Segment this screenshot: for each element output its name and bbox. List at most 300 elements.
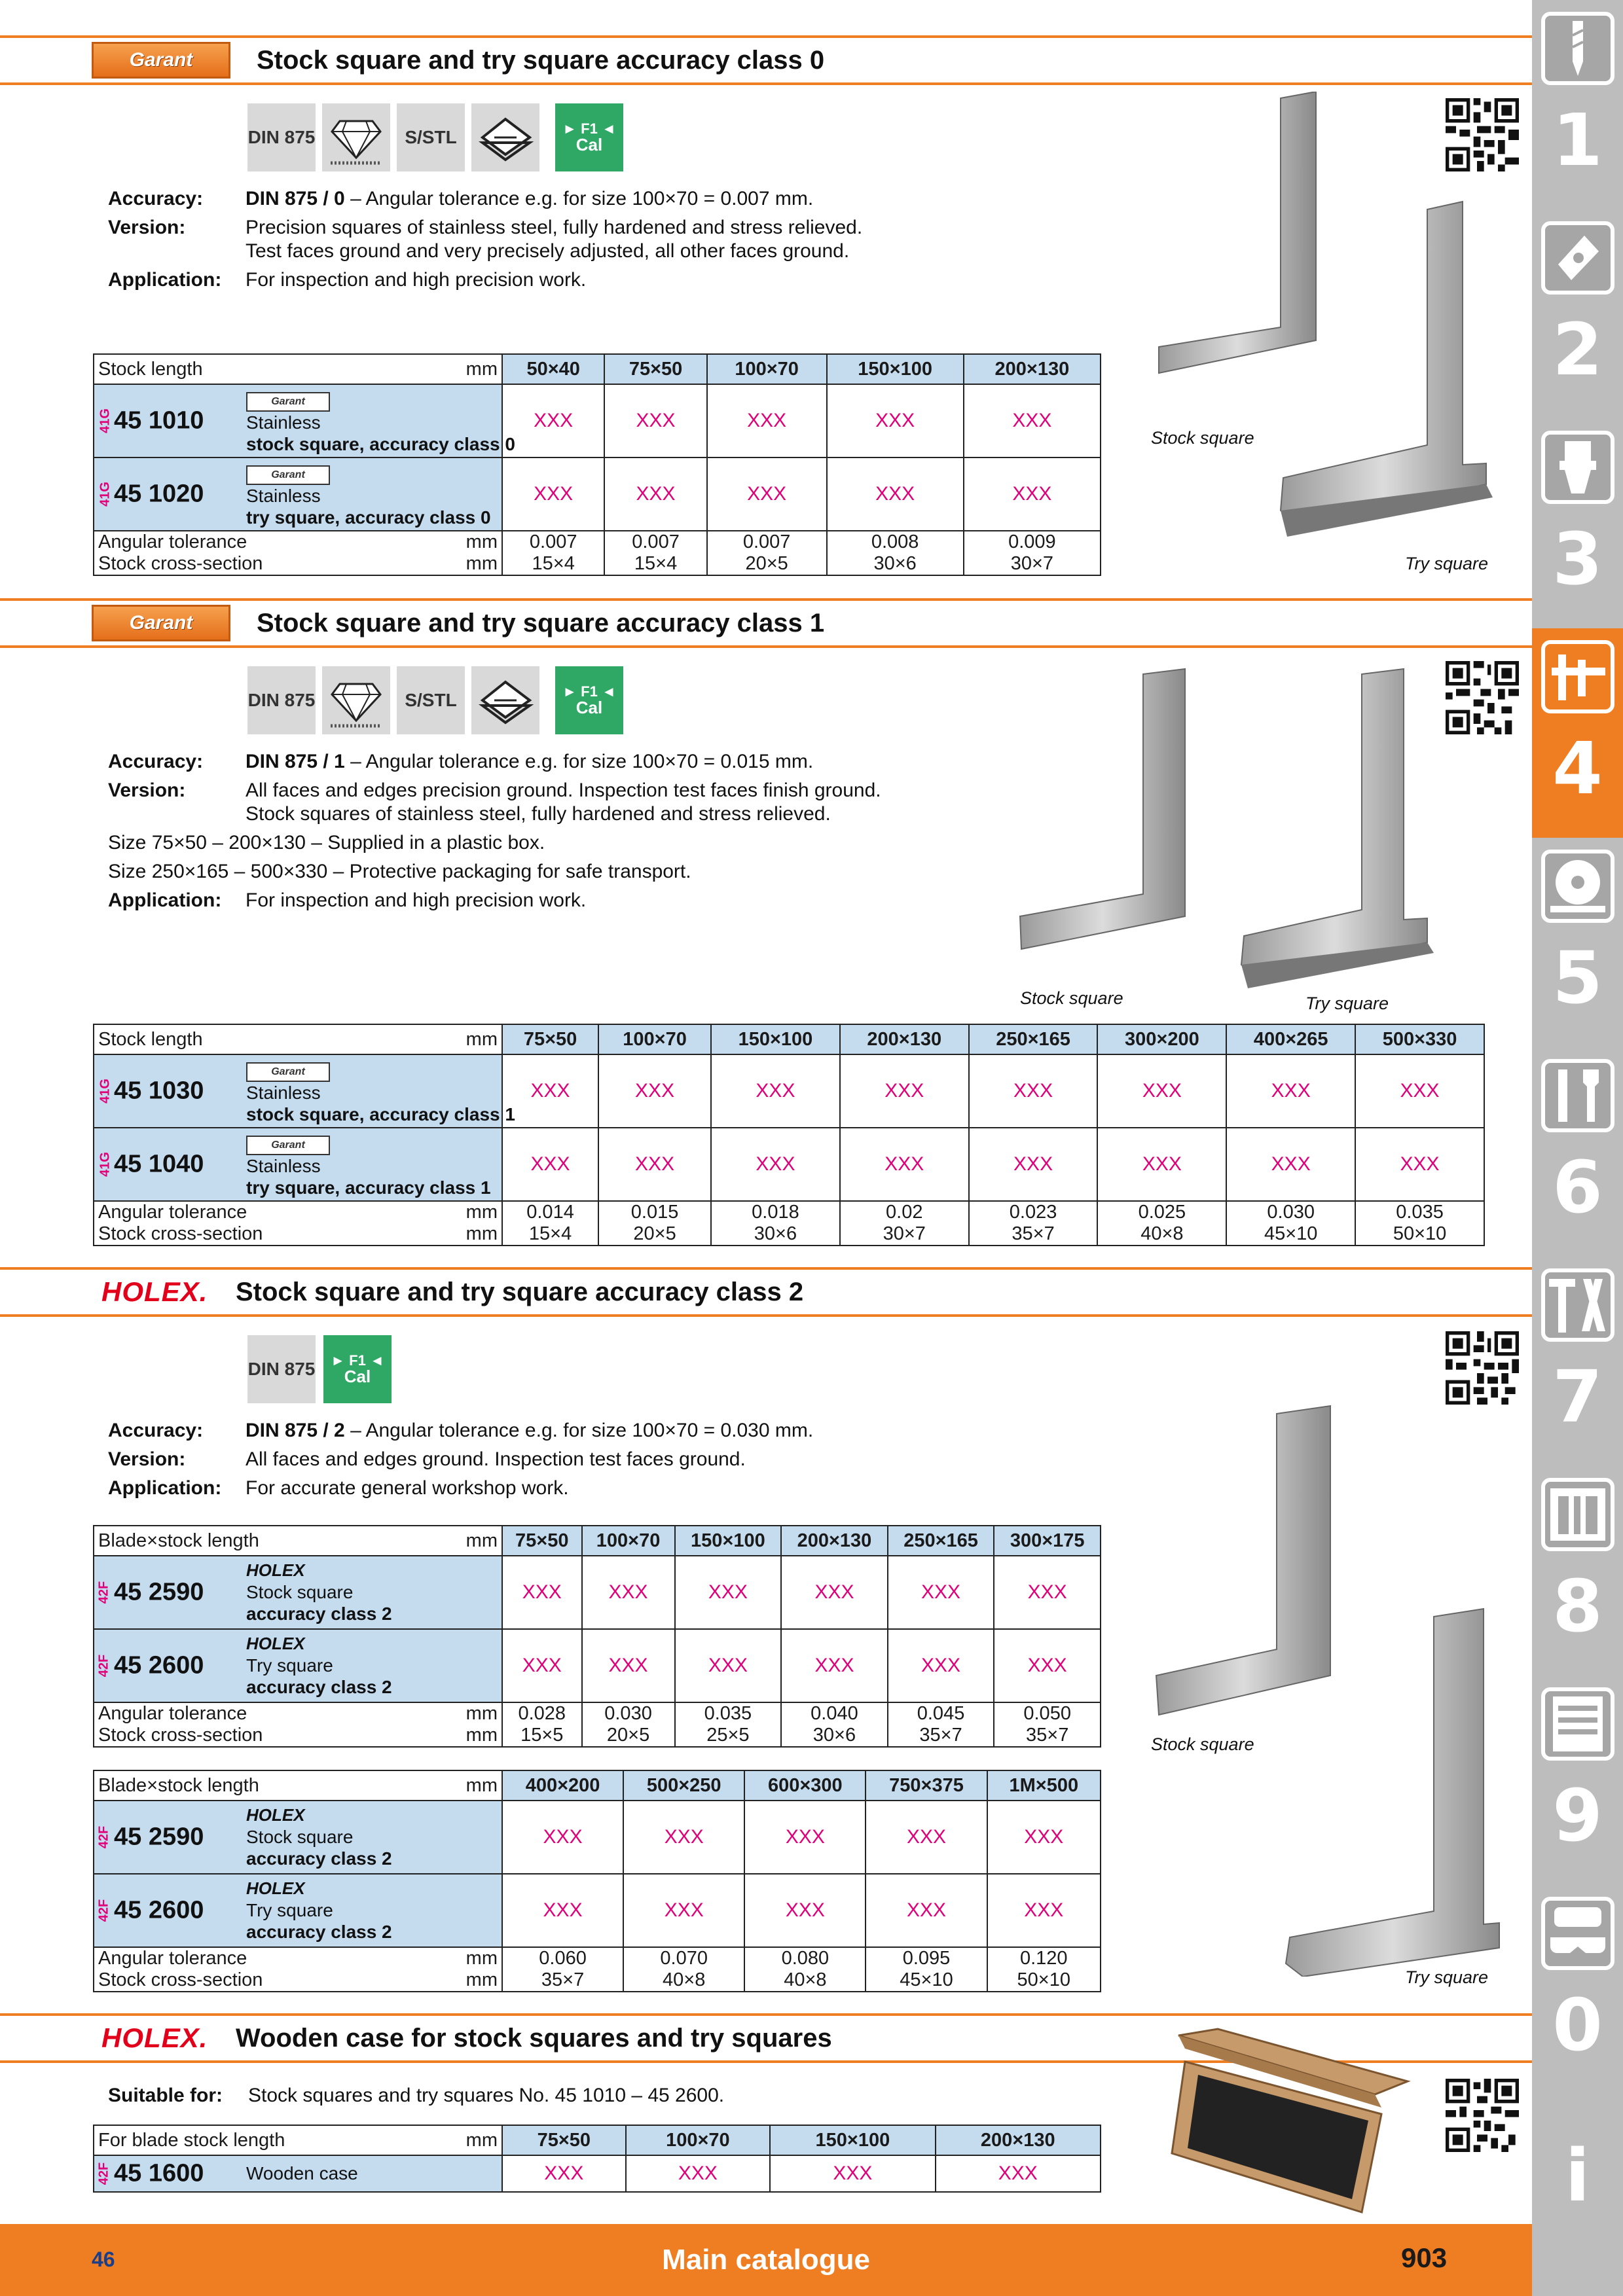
cross-section-value: 30×6: [873, 553, 917, 574]
price-cell: XXX: [969, 1054, 1098, 1128]
price-cell: XXX: [502, 2155, 626, 2192]
wrench-icon: [1541, 1059, 1614, 1132]
tolerance-value: 0.015: [630, 1202, 679, 1223]
chapter-tab-8[interactable]: [1532, 1466, 1623, 1676]
price-cell: XXX: [598, 1128, 711, 1201]
spec-label: Accuracy:: [108, 751, 204, 772]
cross-section-value: 35×7: [1026, 1725, 1069, 1746]
spec-text: Stock squares of stainless steel, fully hardened and stress relieved.: [246, 803, 831, 825]
size-header: 150×100: [770, 2125, 935, 2155]
footer-page-left: 46: [92, 2248, 115, 2271]
chapter-tab-9[interactable]: [1532, 1676, 1623, 1885]
price-cell: XXX: [840, 1054, 969, 1128]
price-cell: XXX: [781, 1629, 888, 1702]
size-header: 150×100: [675, 1526, 782, 1556]
toolbox-icon: [1541, 1478, 1614, 1551]
article-number[interactable]: 45 1030: [114, 1077, 204, 1105]
din-symbol: DIN 875: [247, 1335, 316, 1403]
article-line: Stainless: [246, 1083, 321, 1103]
garant-mini-logo: Garant: [246, 1062, 330, 1082]
section-title: Wooden case for stock squares and try squares: [236, 2023, 832, 2053]
article-number[interactable]: 45 1600: [114, 2159, 204, 2187]
article-line-bold: accuracy class 2: [246, 1604, 392, 1624]
workbench-icon: [1541, 1687, 1614, 1761]
vendor-code: 42F: [96, 1825, 111, 1849]
price-cell: XXX: [502, 384, 604, 457]
chapter-number: 2: [1552, 308, 1603, 391]
article-line: Stainless: [246, 486, 321, 506]
article-number[interactable]: 45 1040: [114, 1150, 204, 1178]
price-cell: XXX: [888, 1556, 994, 1629]
tolerance-value: 0.030: [1267, 1202, 1315, 1223]
spec-text: Size 75×50 – 200×130 – Supplied in a plastic box.: [108, 832, 545, 853]
article-line: Stainless: [246, 1156, 321, 1176]
section-title: Stock square and try square accuracy class 0: [257, 45, 825, 75]
price-cell: XXX: [987, 1801, 1101, 1874]
chapter-number: 4: [1552, 726, 1603, 810]
tolerance-value: 0.060: [539, 1948, 587, 1969]
price-cell: XXX: [866, 1801, 987, 1874]
tolerance-value: 0.035: [1396, 1202, 1444, 1223]
article-line-bold: try square, accuracy class 0: [246, 507, 491, 528]
price-cell: XXX: [598, 1054, 711, 1128]
table-footer: [94, 1947, 1101, 1992]
price-cell: XXX: [675, 1556, 782, 1629]
cross-section-value: 35×7: [1012, 1223, 1055, 1244]
table-footer: [94, 1702, 1101, 1747]
din-symbol: DIN 875: [247, 666, 316, 734]
price-cell: XXX: [502, 1054, 598, 1128]
table-head-label: Blade×stock length: [94, 1770, 434, 1801]
spec-label: Application:: [108, 1477, 222, 1499]
stainless-steel-symbol: S/STL: [397, 103, 465, 171]
price-cell: XXX: [623, 1801, 744, 1874]
price-cell: XXX: [994, 1556, 1101, 1629]
cross-section-value: 50×10: [1017, 1969, 1070, 1990]
vendor-code: 41G: [98, 482, 113, 507]
section-header-class2: [0, 1267, 1532, 1317]
vendor-code: 42F: [96, 2162, 111, 2185]
table-footer: [94, 1201, 1484, 1246]
footer-page-number: 903: [1401, 2242, 1448, 2273]
table-head-label: Stock length: [94, 1024, 434, 1054]
cross-section-value: 35×7: [919, 1725, 962, 1746]
table-head-label: For blade stock length: [94, 2125, 434, 2155]
article-number[interactable]: 45 2590: [114, 1823, 204, 1851]
tolerance-value: 0.050: [1023, 1703, 1071, 1724]
diamond-hardened-icon: [322, 666, 390, 734]
size-header: 750×375: [866, 1770, 987, 1801]
cross-section-value: 50×10: [1393, 1223, 1447, 1244]
cross-section-value: 20×5: [633, 1223, 676, 1244]
price-cell: XXX: [827, 457, 964, 531]
tolerance-value: 0.045: [917, 1703, 965, 1724]
table-row: [94, 1874, 1101, 1947]
f1-cal-symbol: ► F1 ◄ Cal: [323, 1335, 392, 1403]
stock-square-image: [1146, 1401, 1532, 1977]
wooden-case-image: [1165, 2022, 1414, 2219]
chapter-number: 5: [1552, 936, 1603, 1020]
cross-section-value: 45×10: [900, 1969, 953, 1990]
spec-text: Stock squares and try squares No. 45 1010 – 45 2600.: [248, 2085, 725, 2106]
price-cell: XXX: [770, 2155, 935, 2192]
price-cell: XXX: [969, 1128, 1098, 1201]
size-header: 150×100: [711, 1024, 840, 1054]
cross-section-value: 30×7: [1010, 553, 1054, 574]
article-number[interactable]: 45 2600: [114, 1896, 204, 1924]
size-header: 400×265: [1226, 1024, 1355, 1054]
size-header: 200×130: [781, 1526, 888, 1556]
cross-section-value: 15×5: [520, 1725, 564, 1746]
table-row: [94, 457, 1101, 531]
spec-bold: DIN 875 / 2: [246, 1420, 345, 1441]
spec-label: Application:: [108, 889, 222, 911]
size-header: 75×50: [502, 1024, 598, 1054]
qr-code-icon[interactable]: [1446, 2079, 1519, 2152]
price-cell: XXX: [744, 1874, 866, 1947]
price-cell: XXX: [623, 1874, 744, 1947]
price-cell: XXX: [582, 1556, 675, 1629]
spec-text: For inspection and high precision work.: [246, 269, 587, 291]
image-caption: Stock square: [1151, 1734, 1254, 1754]
price-cell: XXX: [502, 457, 604, 531]
unit-label: mm: [465, 1969, 498, 1990]
tolerance-value: 0.025: [1138, 1202, 1186, 1223]
price-cell: XXX: [1097, 1128, 1226, 1201]
footer-label: Angular tolerance: [98, 1948, 247, 1969]
size-header: 200×130: [936, 2125, 1101, 2155]
cross-section-value: 25×5: [706, 1725, 750, 1746]
table-row: [94, 1801, 1101, 1874]
tolerance-value: 0.035: [704, 1703, 752, 1724]
unit-label: mm: [465, 531, 498, 552]
article-line-bold: accuracy class 2: [246, 1848, 392, 1869]
size-header: 200×130: [840, 1024, 969, 1054]
size-header: 100×70: [582, 1526, 675, 1556]
spec-text: Test faces ground and very precisely adjusted, all other faces ground.: [246, 240, 850, 262]
table-head-label: Blade×stock length: [94, 1526, 434, 1556]
spec-text: For accurate general workshop work.: [246, 1477, 569, 1499]
price-cell: XXX: [1097, 1054, 1226, 1128]
product-table-wooden-case: [93, 2125, 1101, 2193]
cross-section-value: 30×6: [812, 1725, 856, 1746]
price-cell: XXX: [675, 1629, 782, 1702]
tolerance-value: 0.02: [886, 1202, 923, 1223]
spec-label: Application:: [108, 269, 222, 291]
image-caption: Try square: [1305, 994, 1389, 1013]
unit-label: mm: [434, 1024, 502, 1054]
f1-cal-symbol: ► F1 ◄ Cal: [555, 666, 623, 734]
vendor-code: 42F: [96, 1654, 111, 1677]
tolerance-value: 0.007: [529, 531, 577, 552]
unit-label: mm: [465, 1202, 498, 1223]
unit-label: mm: [465, 1703, 498, 1724]
holex-mini-logo: HOLEX: [246, 1805, 305, 1825]
tolerance-value: 0.018: [752, 1202, 799, 1223]
size-header: 300×200: [1097, 1024, 1226, 1054]
spec-text: All faces and edges precision ground. Inspection test faces finish ground.: [246, 780, 881, 801]
product-table-class0: [93, 353, 1101, 576]
garant-mini-logo: Garant: [246, 392, 330, 412]
spec-label: Version:: [108, 1448, 186, 1470]
info-icon: i: [1565, 2134, 1590, 2217]
unit-label: mm: [465, 553, 498, 574]
price-cell: XXX: [582, 1629, 675, 1702]
size-header: 250×165: [888, 1526, 994, 1556]
size-header: 100×70: [598, 1024, 711, 1054]
din-symbol: DIN 875: [247, 103, 316, 171]
size-header: 75×50: [604, 354, 706, 384]
qr-code-icon[interactable]: [1446, 98, 1519, 171]
vendor-code: 41G: [98, 1152, 113, 1177]
size-header: 400×200: [502, 1770, 623, 1801]
price-cell: XXX: [888, 1629, 994, 1702]
size-header: 75×50: [502, 2125, 626, 2155]
spec-label: Accuracy:: [108, 1420, 204, 1441]
size-header: 150×100: [827, 354, 964, 384]
cross-section-value: 40×8: [1140, 1223, 1184, 1244]
article-number[interactable]: 45 1010: [114, 406, 204, 435]
price-cell: XXX: [964, 384, 1101, 457]
spec-text: – Angular tolerance e.g. for size 100×70 = 0.030 mm.: [344, 1420, 814, 1441]
size-header: 100×70: [707, 354, 827, 384]
chapter-tab-5[interactable]: [1532, 838, 1623, 1047]
footer-label: Angular tolerance: [98, 1202, 247, 1223]
tolerance-value: 0.120: [1019, 1948, 1068, 1969]
size-header: 300×175: [994, 1526, 1101, 1556]
chapter-number: 0: [1552, 1983, 1603, 2067]
footer-label: Stock cross-section: [98, 1725, 263, 1746]
chapter-tab-info[interactable]: [1532, 2094, 1623, 2225]
spec-text: Precision squares of stainless steel, fully hardened and stress relieved.: [246, 217, 863, 238]
section-header-class1: [0, 598, 1532, 648]
grinding-disc-icon: [1541, 850, 1614, 923]
price-cell: XXX: [994, 1629, 1101, 1702]
price-cell: XXX: [502, 1629, 582, 1702]
tolerance-value: 0.007: [742, 531, 791, 552]
unit-label: mm: [465, 1725, 498, 1746]
table-row: [94, 384, 1101, 457]
article-line-bold: stock square, accuracy class 1: [246, 1104, 515, 1124]
spec-block-wooden-case: [108, 2081, 1090, 2114]
size-header: 75×50: [502, 1526, 582, 1556]
f1-cal-symbol: ► F1 ◄ Cal: [555, 103, 623, 171]
chapter-number: 9: [1552, 1774, 1603, 1857]
cross-section-value: 20×5: [745, 553, 788, 574]
stainless-steel-symbol: S/STL: [397, 666, 465, 734]
article-line-bold: stock square, accuracy class 0: [246, 434, 515, 454]
holex-mini-logo: HOLEX: [246, 1878, 305, 1898]
spec-text: – Angular tolerance e.g. for size 100×70 = 0.007 mm.: [344, 188, 814, 209]
product-table-class2-a: [93, 1525, 1101, 1748]
spec-label: Version:: [108, 780, 186, 801]
size-header: 1M×500: [987, 1770, 1101, 1801]
cross-section-value: 35×7: [541, 1969, 585, 1990]
price-cell: XXX: [744, 1801, 866, 1874]
qr-code-icon[interactable]: [1446, 661, 1519, 734]
price-cell: XXX: [827, 384, 964, 457]
toolholder-icon: [1541, 431, 1614, 504]
spec-text: For inspection and high precision work.: [246, 889, 587, 911]
cross-section-value: 45×10: [1264, 1223, 1318, 1244]
price-cell: XXX: [502, 1874, 623, 1947]
spec-text: Size 250×165 – 500×330 – Protective packaging for safe transport.: [108, 861, 691, 882]
price-cell: XXX: [711, 1128, 840, 1201]
size-header: 100×70: [626, 2125, 771, 2155]
article-number[interactable]: 45 2590: [114, 1578, 204, 1606]
tolerance-value: 0.009: [1008, 531, 1056, 552]
price-cell: XXX: [502, 1128, 598, 1201]
price-cell: XXX: [711, 1054, 840, 1128]
size-header: 250×165: [969, 1024, 1098, 1054]
footer-title: Main catalogue: [662, 2244, 870, 2276]
spec-block-class1: [108, 747, 1090, 924]
section-header-class0: [0, 35, 1532, 85]
price-cell: XXX: [964, 457, 1101, 531]
article-line-bold: accuracy class 2: [246, 1677, 392, 1697]
cross-section-value: 15×4: [528, 1223, 572, 1244]
image-caption: Try square: [1405, 1967, 1489, 1987]
footer-label: Angular tolerance: [98, 1703, 247, 1724]
tolerance-value: 0.023: [1009, 1202, 1057, 1223]
chapter-tab-7[interactable]: [1532, 1257, 1623, 1466]
garant-logo: Garant: [92, 42, 230, 79]
unit-label: mm: [434, 1526, 502, 1556]
vendor-code: 41G: [98, 408, 113, 433]
case-icon: [471, 103, 539, 171]
spec-block-class0: [108, 185, 1090, 302]
article-number[interactable]: 45 1020: [114, 480, 204, 508]
drill-icon: [1541, 12, 1614, 85]
price-cell: XXX: [936, 2155, 1101, 2192]
chapter-tab-0[interactable]: [1532, 1885, 1623, 2094]
qr-code-icon[interactable]: [1446, 1331, 1519, 1405]
table-row: [94, 1556, 1101, 1629]
price-cell: XXX: [1226, 1128, 1355, 1201]
cross-section-value: 30×7: [883, 1223, 926, 1244]
chapter-number: 7: [1552, 1355, 1603, 1439]
image-caption: Stock square: [1020, 988, 1123, 1008]
pliers-icon: [1541, 1268, 1614, 1342]
cross-section-value: 15×4: [634, 553, 678, 574]
chapter-tab-3[interactable]: [1532, 419, 1623, 628]
chapter-number: 3: [1552, 517, 1603, 601]
price-cell: XXX: [604, 457, 706, 531]
article-line: Wooden case: [246, 2163, 358, 2183]
insert-icon: [1541, 221, 1614, 295]
tolerance-value: 0.014: [526, 1202, 574, 1223]
table-row: [94, 2155, 1101, 2192]
size-header: 500×250: [623, 1770, 744, 1801]
article-line-bold: accuracy class 2: [246, 1922, 392, 1942]
tolerance-value: 0.040: [811, 1703, 858, 1724]
chapter-tab-2[interactable]: [1532, 209, 1623, 419]
chapter-number: 1: [1552, 98, 1603, 182]
spec-label: Version:: [108, 217, 186, 238]
section-title: Stock square and try square accuracy class 1: [257, 608, 825, 637]
vendor-code: 42F: [96, 1899, 111, 1922]
tolerance-value: 0.095: [902, 1948, 951, 1969]
article-line-bold: try square, accuracy class 1: [246, 1177, 491, 1198]
chapter-number: 8: [1552, 1564, 1603, 1648]
spec-block-class2: [108, 1416, 1090, 1508]
image-caption: Try square: [1405, 554, 1489, 573]
safety-goggles-icon: [1541, 1897, 1614, 1970]
unit-label: mm: [465, 1223, 498, 1244]
product-table-class1: [93, 1024, 1485, 1246]
article-line: Try square: [246, 1900, 333, 1920]
price-cell: XXX: [1355, 1054, 1484, 1128]
chapter-number: 6: [1552, 1145, 1603, 1229]
price-cell: XXX: [707, 457, 827, 531]
garant-mini-logo: Garant: [246, 1136, 330, 1155]
tolerance-value: 0.080: [781, 1948, 830, 1969]
garant-mini-logo: Garant: [246, 465, 330, 485]
size-header: 200×130: [964, 354, 1101, 384]
unit-label: mm: [434, 1770, 502, 1801]
garant-logo: Garant: [92, 605, 230, 641]
vendor-code: 42F: [96, 1581, 111, 1604]
diamond-hardened-icon: [322, 103, 390, 171]
spec-label: Suitable for:: [108, 2085, 223, 2106]
product-table-class2-b: [93, 1770, 1101, 1992]
cross-section-value: 30×6: [754, 1223, 797, 1244]
table-row: [94, 1629, 1101, 1702]
price-cell: XXX: [987, 1874, 1101, 1947]
unit-label: mm: [465, 1948, 498, 1969]
caliper-icon: [1541, 640, 1614, 713]
cross-section-value: 20×5: [606, 1725, 650, 1746]
price-cell: XXX: [781, 1556, 888, 1629]
section-title: Stock square and try square accuracy class 2: [236, 1277, 804, 1306]
vendor-code: 41G: [98, 1079, 113, 1103]
footer-label: Stock cross-section: [98, 553, 263, 574]
image-caption: Stock square: [1151, 428, 1254, 448]
cross-section-value: 15×4: [532, 553, 575, 574]
size-header: 50×40: [502, 354, 604, 384]
price-cell: XXX: [840, 1128, 969, 1201]
size-header: 600×300: [744, 1770, 866, 1801]
table-row: [94, 1054, 1484, 1128]
chapter-tab-1[interactable]: [1532, 0, 1623, 209]
chapter-tab-6[interactable]: [1532, 1047, 1623, 1257]
holex-mini-logo: HOLEX: [246, 1560, 305, 1580]
spec-bold: DIN 875 / 0: [246, 188, 345, 209]
size-header: 500×330: [1355, 1024, 1484, 1054]
case-icon: [471, 666, 539, 734]
article-number[interactable]: 45 2600: [114, 1651, 204, 1679]
unit-label: mm: [434, 2125, 502, 2155]
price-cell: XXX: [707, 384, 827, 457]
holex-logo: HOLEX.: [101, 2022, 208, 2053]
article-line: Stock square: [246, 1582, 354, 1602]
footer-label: Stock cross-section: [98, 1223, 263, 1244]
article-line: Stainless: [246, 412, 321, 433]
price-cell: XXX: [502, 1801, 623, 1874]
spec-label: Accuracy:: [108, 188, 204, 209]
price-cell: XXX: [1226, 1054, 1355, 1128]
footer-label: Stock cross-section: [98, 1969, 263, 1990]
page-footer: [0, 2224, 1532, 2296]
tolerance-value: 0.007: [632, 531, 680, 552]
chapter-tab-4[interactable]: [1532, 628, 1623, 838]
price-cell: XXX: [502, 1556, 582, 1629]
price-cell: XXX: [626, 2155, 771, 2192]
tolerance-value: 0.070: [660, 1948, 708, 1969]
price-cell: XXX: [604, 384, 706, 457]
tolerance-value: 0.008: [871, 531, 919, 552]
price-cell: XXX: [866, 1874, 987, 1947]
